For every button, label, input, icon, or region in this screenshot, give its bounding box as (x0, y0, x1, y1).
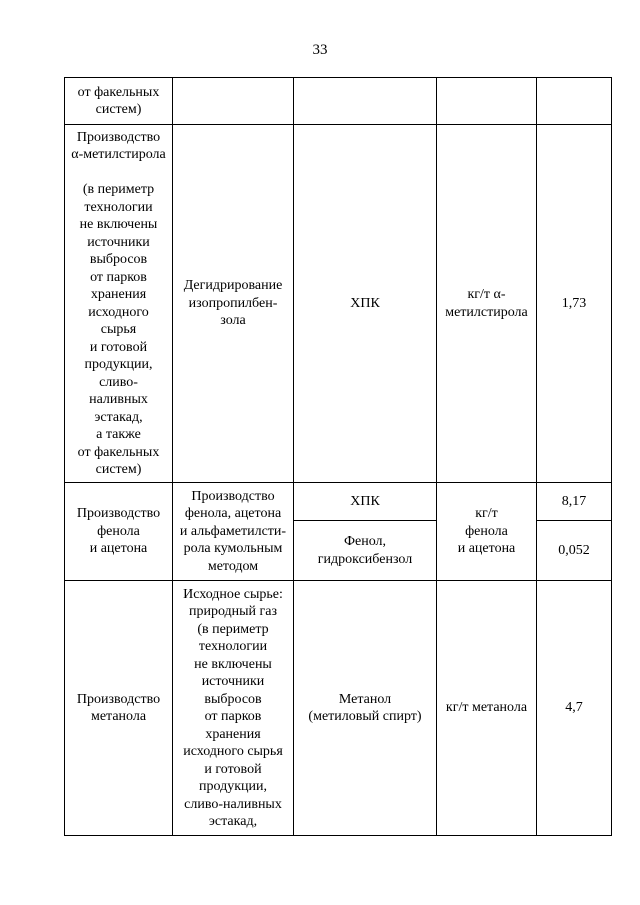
pollutant-cell (294, 78, 437, 125)
process-cell: Производство α-метилстирола (в периметр технологии не включены источники выбросов от парков хранения исходного сырья и готовой продукции, сливо- наливных эстакад, а также от факельных систем) (65, 125, 173, 483)
value-cell: 0,052 (537, 521, 612, 581)
pollutant-cell: ХПК (294, 125, 437, 483)
technology-cell: Производство фенола, ацетона и альфаметилсти- рола кумольным методом (173, 483, 294, 581)
pollutant-cell: ХПК (294, 483, 437, 521)
process-cell: от факельных систем) (65, 78, 173, 125)
unit-cell (437, 78, 537, 125)
unit-cell: кг/т α- метилстирола (437, 125, 537, 483)
table-row (65, 78, 612, 125)
technology-cell: Дегидрирование изопропилбен- зола (173, 125, 294, 483)
unit-cell: кг/т фенола и ацетона (437, 483, 537, 581)
unit-cell: кг/т метанола (437, 581, 537, 836)
pollutant-cell: Фенол, гидроксибензол (294, 521, 437, 581)
value-cell (537, 78, 612, 125)
table-row (65, 483, 612, 521)
process-cell: Производство метанола (65, 581, 173, 836)
process-cell: Производство фенола и ацетона (65, 483, 173, 581)
value-cell: 1,73 (537, 125, 612, 483)
value-cell: 4,7 (537, 581, 612, 836)
pollutant-cell: Метанол (метиловый спирт) (294, 581, 437, 836)
page-number: 33 (312, 42, 328, 58)
table-row (65, 581, 612, 836)
table-row (65, 125, 612, 483)
emissions-table (64, 77, 612, 836)
technology-cell: Исходное сырье: природный газ (в периметр технологии не включены источники выбросов от парков хранения исходного сырья и готовой продукции, сливо-наливных эстакад, (173, 581, 294, 836)
value-cell: 8,17 (537, 483, 612, 521)
technology-cell (173, 78, 294, 125)
